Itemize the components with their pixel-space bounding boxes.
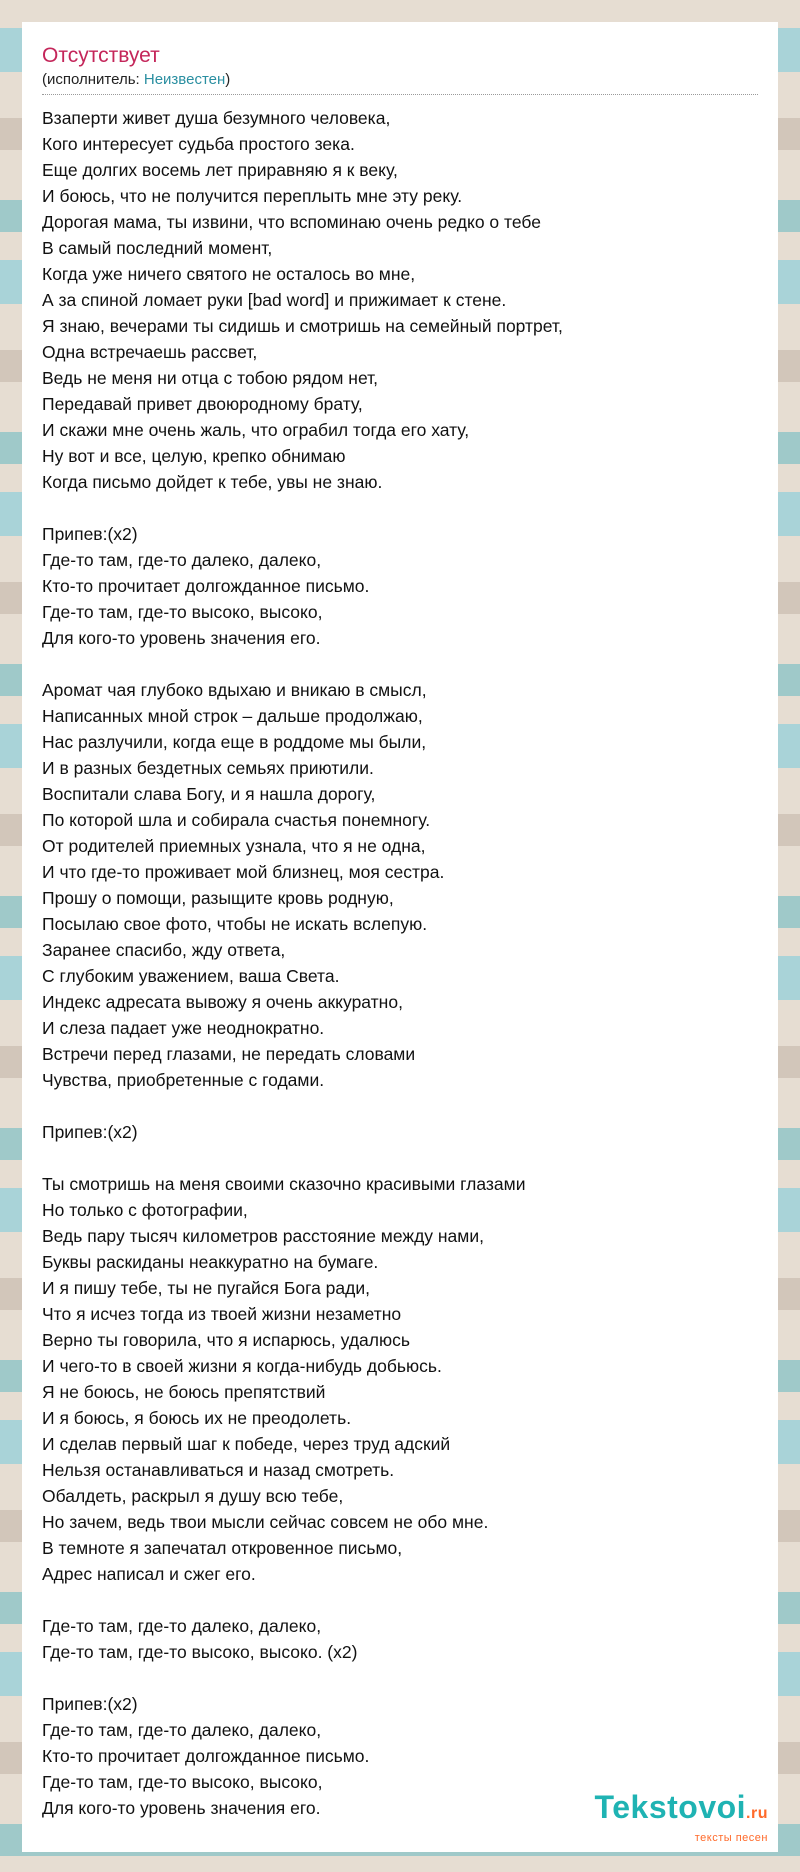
lyric-line: Нельзя останавливаться и назад смотреть. bbox=[42, 1460, 395, 1480]
performer-link[interactable]: Неизвестен bbox=[143, 71, 226, 88]
lyric-line: И что где-то проживает мой близнец, моя сестра. bbox=[42, 862, 445, 882]
lyric-line: Одна встречаешь рассвет, bbox=[42, 342, 258, 362]
lyric-line: Прошу о помощи, разыщите кровь родную, bbox=[42, 888, 394, 908]
lyric-line: Что я исчез тогда из твоей жизни незаметно bbox=[42, 1304, 402, 1324]
lyric-line: Где-то там, где-то далеко, далеко, bbox=[42, 550, 322, 570]
lyric-line: В самый последний момент, bbox=[42, 238, 273, 258]
lyric-line: Но зачем, ведь твои мысли сейчас совсем не обо мне. bbox=[42, 1512, 489, 1532]
performer-prefix: (исполнитель: bbox=[42, 71, 144, 88]
song-title: Отсутствует bbox=[42, 44, 160, 67]
lyric-line: Взаперти живет душа безумного человека, bbox=[42, 108, 391, 128]
lyric-line: Ты смотришь на меня своими сказочно красивыми глазами bbox=[42, 1174, 526, 1194]
lyric-line: Заранее спасибо, жду ответа, bbox=[42, 940, 286, 960]
performer-suffix: ) bbox=[225, 71, 231, 88]
lyric-line: Воспитали слава Богу, и я нашла дорогу, bbox=[42, 784, 376, 804]
lyric-line: Где-то там, где-то далеко, далеко, bbox=[42, 1616, 322, 1636]
lyric-line: По которой шла и собирала счастья понемногу. bbox=[42, 810, 431, 830]
lyric-line: И боюсь, что не получится переплыть мне эту реку. bbox=[42, 186, 463, 206]
lyric-line: Где-то там, где-то далеко, далеко, bbox=[42, 1720, 322, 1740]
lyric-line: Я знаю, вечерами ты сидишь и смотришь на семейный портрет, bbox=[42, 316, 563, 336]
lyric-line: От родителей приемных узнала, что я не одна, bbox=[42, 836, 426, 856]
lyric-line bbox=[42, 1665, 758, 1691]
lyric-line: Аромат чая глубоко вдыхаю и вникаю в смысл, bbox=[42, 680, 427, 700]
lyric-line bbox=[42, 1587, 758, 1613]
lyric-line: Но только с фотографии, bbox=[42, 1200, 248, 1220]
lyric-line: Написанных мной строк – дальше продолжаю, bbox=[42, 706, 423, 726]
lyric-line: А за спиной ломает руки [bad word] и прижимает к стене. bbox=[42, 290, 507, 310]
lyric-line bbox=[42, 651, 758, 677]
lyric-line: И слеза падает уже неоднократно. bbox=[42, 1018, 325, 1038]
lyric-line: Кто-то прочитает долгожданное письмо. bbox=[42, 1746, 370, 1766]
lyric-line: И сделав первый шаг к победе, через труд адский bbox=[42, 1434, 451, 1454]
lyric-line: Встречи перед глазами, не передать словами bbox=[42, 1044, 416, 1064]
lyric-line: Где-то там, где-то высоко, высоко, bbox=[42, 602, 323, 622]
logo-name: Tekstovoi bbox=[594, 1789, 747, 1825]
lyric-line: Когда письмо дойдет к тебе, увы не знаю. bbox=[42, 472, 383, 492]
lyric-line: Где-то там, где-то высоко, высоко, bbox=[42, 1772, 323, 1792]
lyric-line: И чего-то в своей жизни я когда-нибудь добьюсь. bbox=[42, 1356, 442, 1376]
lyric-line: Передавай привет двоюродному брату, bbox=[42, 394, 363, 414]
lyric-line: Припев:(x2) bbox=[42, 1122, 138, 1142]
lyric-line: И в разных бездетных семьях приютили. bbox=[42, 758, 374, 778]
lyric-line: И я боюсь, я боюсь их не преодолеть. bbox=[42, 1408, 352, 1428]
lyric-line bbox=[42, 1145, 758, 1171]
lyric-line: Припев:(x2) bbox=[42, 524, 138, 544]
lyric-line: Ведь пару тысяч километров расстояние между нами, bbox=[42, 1226, 484, 1246]
lyric-line: Обалдеть, раскрыл я душу всю тебе, bbox=[42, 1486, 344, 1506]
lyric-line: Еще долгих восемь лет приравняю я к веку, bbox=[42, 160, 398, 180]
lyric-line: Я не боюсь, не боюсь препятствий bbox=[42, 1382, 326, 1402]
lyric-line: Дорогая мама, ты извини, что вспоминаю очень редко о тебе bbox=[42, 212, 541, 232]
lyric-line: Для кого-то уровень значения его. bbox=[42, 1798, 321, 1818]
lyric-line: Где-то там, где-то высоко, высоко. (x2) bbox=[42, 1642, 358, 1662]
lyric-line: И скажи мне очень жаль, что ограбил тогда его хату, bbox=[42, 420, 470, 440]
lyric-line: Посылаю свое фото, чтобы не искать вслепую. bbox=[42, 914, 428, 934]
lyric-line: Индекс адресата вывожу я очень аккуратно, bbox=[42, 992, 403, 1012]
lyric-line: Буквы раскиданы неаккуратно на бумаге. bbox=[42, 1252, 379, 1272]
lyric-line: Ну вот и все, целую, крепко обнимаю bbox=[42, 446, 346, 466]
lyric-line: Припев:(x2) bbox=[42, 1694, 138, 1714]
logo-tld: .ru bbox=[746, 1805, 768, 1822]
lyric-line: Кто-то прочитает долгожданное письмо. bbox=[42, 576, 370, 596]
site-logo[interactable] bbox=[595, 1791, 768, 1844]
lyric-line: Кого интересует судьба простого зека. bbox=[42, 134, 355, 154]
lyric-line bbox=[42, 1093, 758, 1119]
lyric-line: Для кого-то уровень значения его. bbox=[42, 628, 321, 648]
lyrics-text bbox=[42, 105, 758, 1821]
lyric-line: Ведь не меня ни отца с тобою рядом нет, bbox=[42, 368, 379, 388]
lyric-line bbox=[42, 495, 758, 521]
lyric-line: И я пишу тебе, ты не пугайся Бога ради, bbox=[42, 1278, 370, 1298]
lyric-line: В темноте я запечатал откровенное письмо, bbox=[42, 1538, 403, 1558]
lyric-line: Чувства, приобретенные с годами. bbox=[42, 1070, 325, 1090]
lyric-line: Когда уже ничего святого не осталось во мне, bbox=[42, 264, 416, 284]
lyrics-card bbox=[22, 22, 778, 1852]
lyric-line: Адрес написал и сжег его. bbox=[42, 1564, 256, 1584]
lyric-line: Верно ты говорила, что я испарюсь, удалюсь bbox=[42, 1330, 410, 1350]
performer-line bbox=[42, 70, 758, 95]
lyric-line: С глубоким уважением, ваша Света. bbox=[42, 966, 340, 986]
logo-tagline: тексты песен bbox=[694, 1832, 768, 1844]
lyric-line: Нас разлучили, когда еще в роддоме мы были, bbox=[42, 732, 427, 752]
